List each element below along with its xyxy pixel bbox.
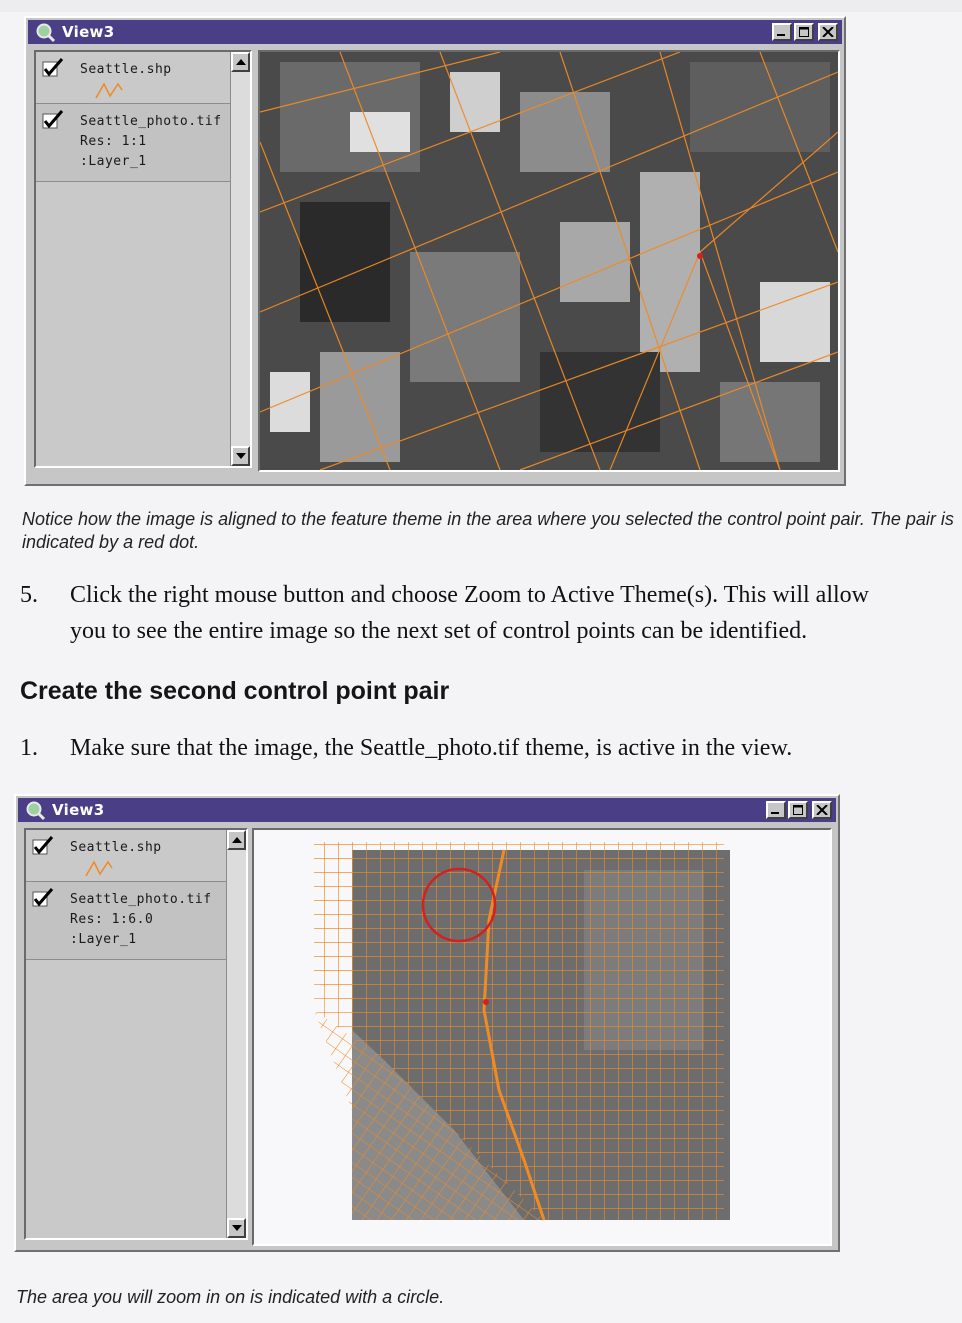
- visibility-checkbox-icon[interactable]: [32, 888, 54, 908]
- map-display-aerial-closeup[interactable]: [258, 50, 840, 472]
- caption-2: The area you will zoom in on is indicated with a circle.: [16, 1287, 445, 1307]
- control-point-dot: [483, 999, 489, 1005]
- theme-name: Seattle_photo.tif: [70, 892, 212, 907]
- view-window-1: [24, 16, 846, 486]
- arrow-down-icon: [229, 1220, 245, 1236]
- close-button[interactable]: [812, 801, 832, 819]
- window-title: View3: [52, 801, 105, 819]
- close-icon: [816, 805, 828, 815]
- street-map-over-photo: [254, 830, 830, 1244]
- table-of-contents: [24, 828, 248, 1240]
- map-display-full-extent[interactable]: [252, 828, 832, 1246]
- theme-layer: :Layer_1: [70, 932, 137, 947]
- theme-layer: :Layer_1: [80, 154, 147, 169]
- maximize-icon: [792, 805, 804, 815]
- step-text-line-1: Click the right mouse button and choose Zoom to Active Theme(s). This will allow: [70, 582, 869, 608]
- theme-name: Seattle.shp: [80, 62, 172, 77]
- line-symbol-icon: [94, 80, 124, 102]
- step-text-line-2: you to see the entire image so the next set of control points can be identified.: [70, 618, 808, 644]
- minimize-button[interactable]: [772, 23, 792, 41]
- theme-resolution: Res: 1:6.0: [70, 912, 154, 927]
- theme-resolution: Res: 1:1: [80, 134, 147, 149]
- scroll-up-button[interactable]: [231, 52, 250, 72]
- step-text: Make sure that the image, the Seattle_photo.tif theme, is active in the view.: [70, 735, 793, 761]
- arrow-down-icon: [233, 448, 249, 464]
- theme-name: Seattle.shp: [70, 840, 162, 855]
- minimize-button[interactable]: [766, 801, 786, 819]
- toc-scrollbar[interactable]: [230, 52, 250, 466]
- section-heading: Create the second control point pair: [20, 677, 450, 705]
- view-window-2: [14, 794, 840, 1252]
- visibility-checkbox-icon[interactable]: [42, 110, 64, 130]
- scroll-up-button[interactable]: [227, 830, 246, 850]
- step-number: 1.: [20, 735, 38, 761]
- step-5: [20, 578, 962, 648]
- arcview-app-icon: [34, 21, 56, 43]
- visibility-checkbox-icon[interactable]: [42, 58, 64, 78]
- caption-1: Notice how the image is aligned to the feature theme in the area where you selected the control point pair. The pair is indicated by a red dot.: [22, 509, 954, 552]
- arrow-up-icon: [233, 54, 249, 70]
- window-title: View3: [62, 23, 115, 41]
- close-icon: [822, 27, 834, 37]
- minimize-icon: [770, 805, 782, 815]
- theme-seattle-photo[interactable]: [26, 882, 246, 960]
- step-number: 5.: [20, 582, 38, 608]
- theme-name: Seattle_photo.tif: [80, 114, 222, 129]
- control-point-dot: [697, 253, 703, 259]
- theme-seattle-shp[interactable]: [36, 52, 250, 104]
- page-top-rule: [0, 0, 962, 12]
- title-bar[interactable]: [28, 20, 842, 44]
- maximize-icon: [798, 27, 810, 37]
- toc-scrollbar[interactable]: [226, 830, 246, 1238]
- arcview-app-icon: [24, 799, 46, 821]
- line-symbol-icon: [84, 858, 114, 880]
- theme-seattle-shp[interactable]: [26, 830, 246, 882]
- step-1: [20, 731, 962, 767]
- table-of-contents: [34, 50, 252, 468]
- maximize-button[interactable]: [788, 801, 808, 819]
- close-button[interactable]: [818, 23, 838, 41]
- maximize-button[interactable]: [794, 23, 814, 41]
- title-bar[interactable]: [18, 798, 836, 822]
- aerial-photo: [260, 52, 838, 470]
- arrow-up-icon: [229, 832, 245, 848]
- scroll-down-button[interactable]: [227, 1218, 246, 1238]
- theme-seattle-photo[interactable]: [36, 104, 250, 182]
- minimize-icon: [776, 27, 788, 37]
- visibility-checkbox-icon[interactable]: [32, 836, 54, 856]
- scroll-down-button[interactable]: [231, 446, 250, 466]
